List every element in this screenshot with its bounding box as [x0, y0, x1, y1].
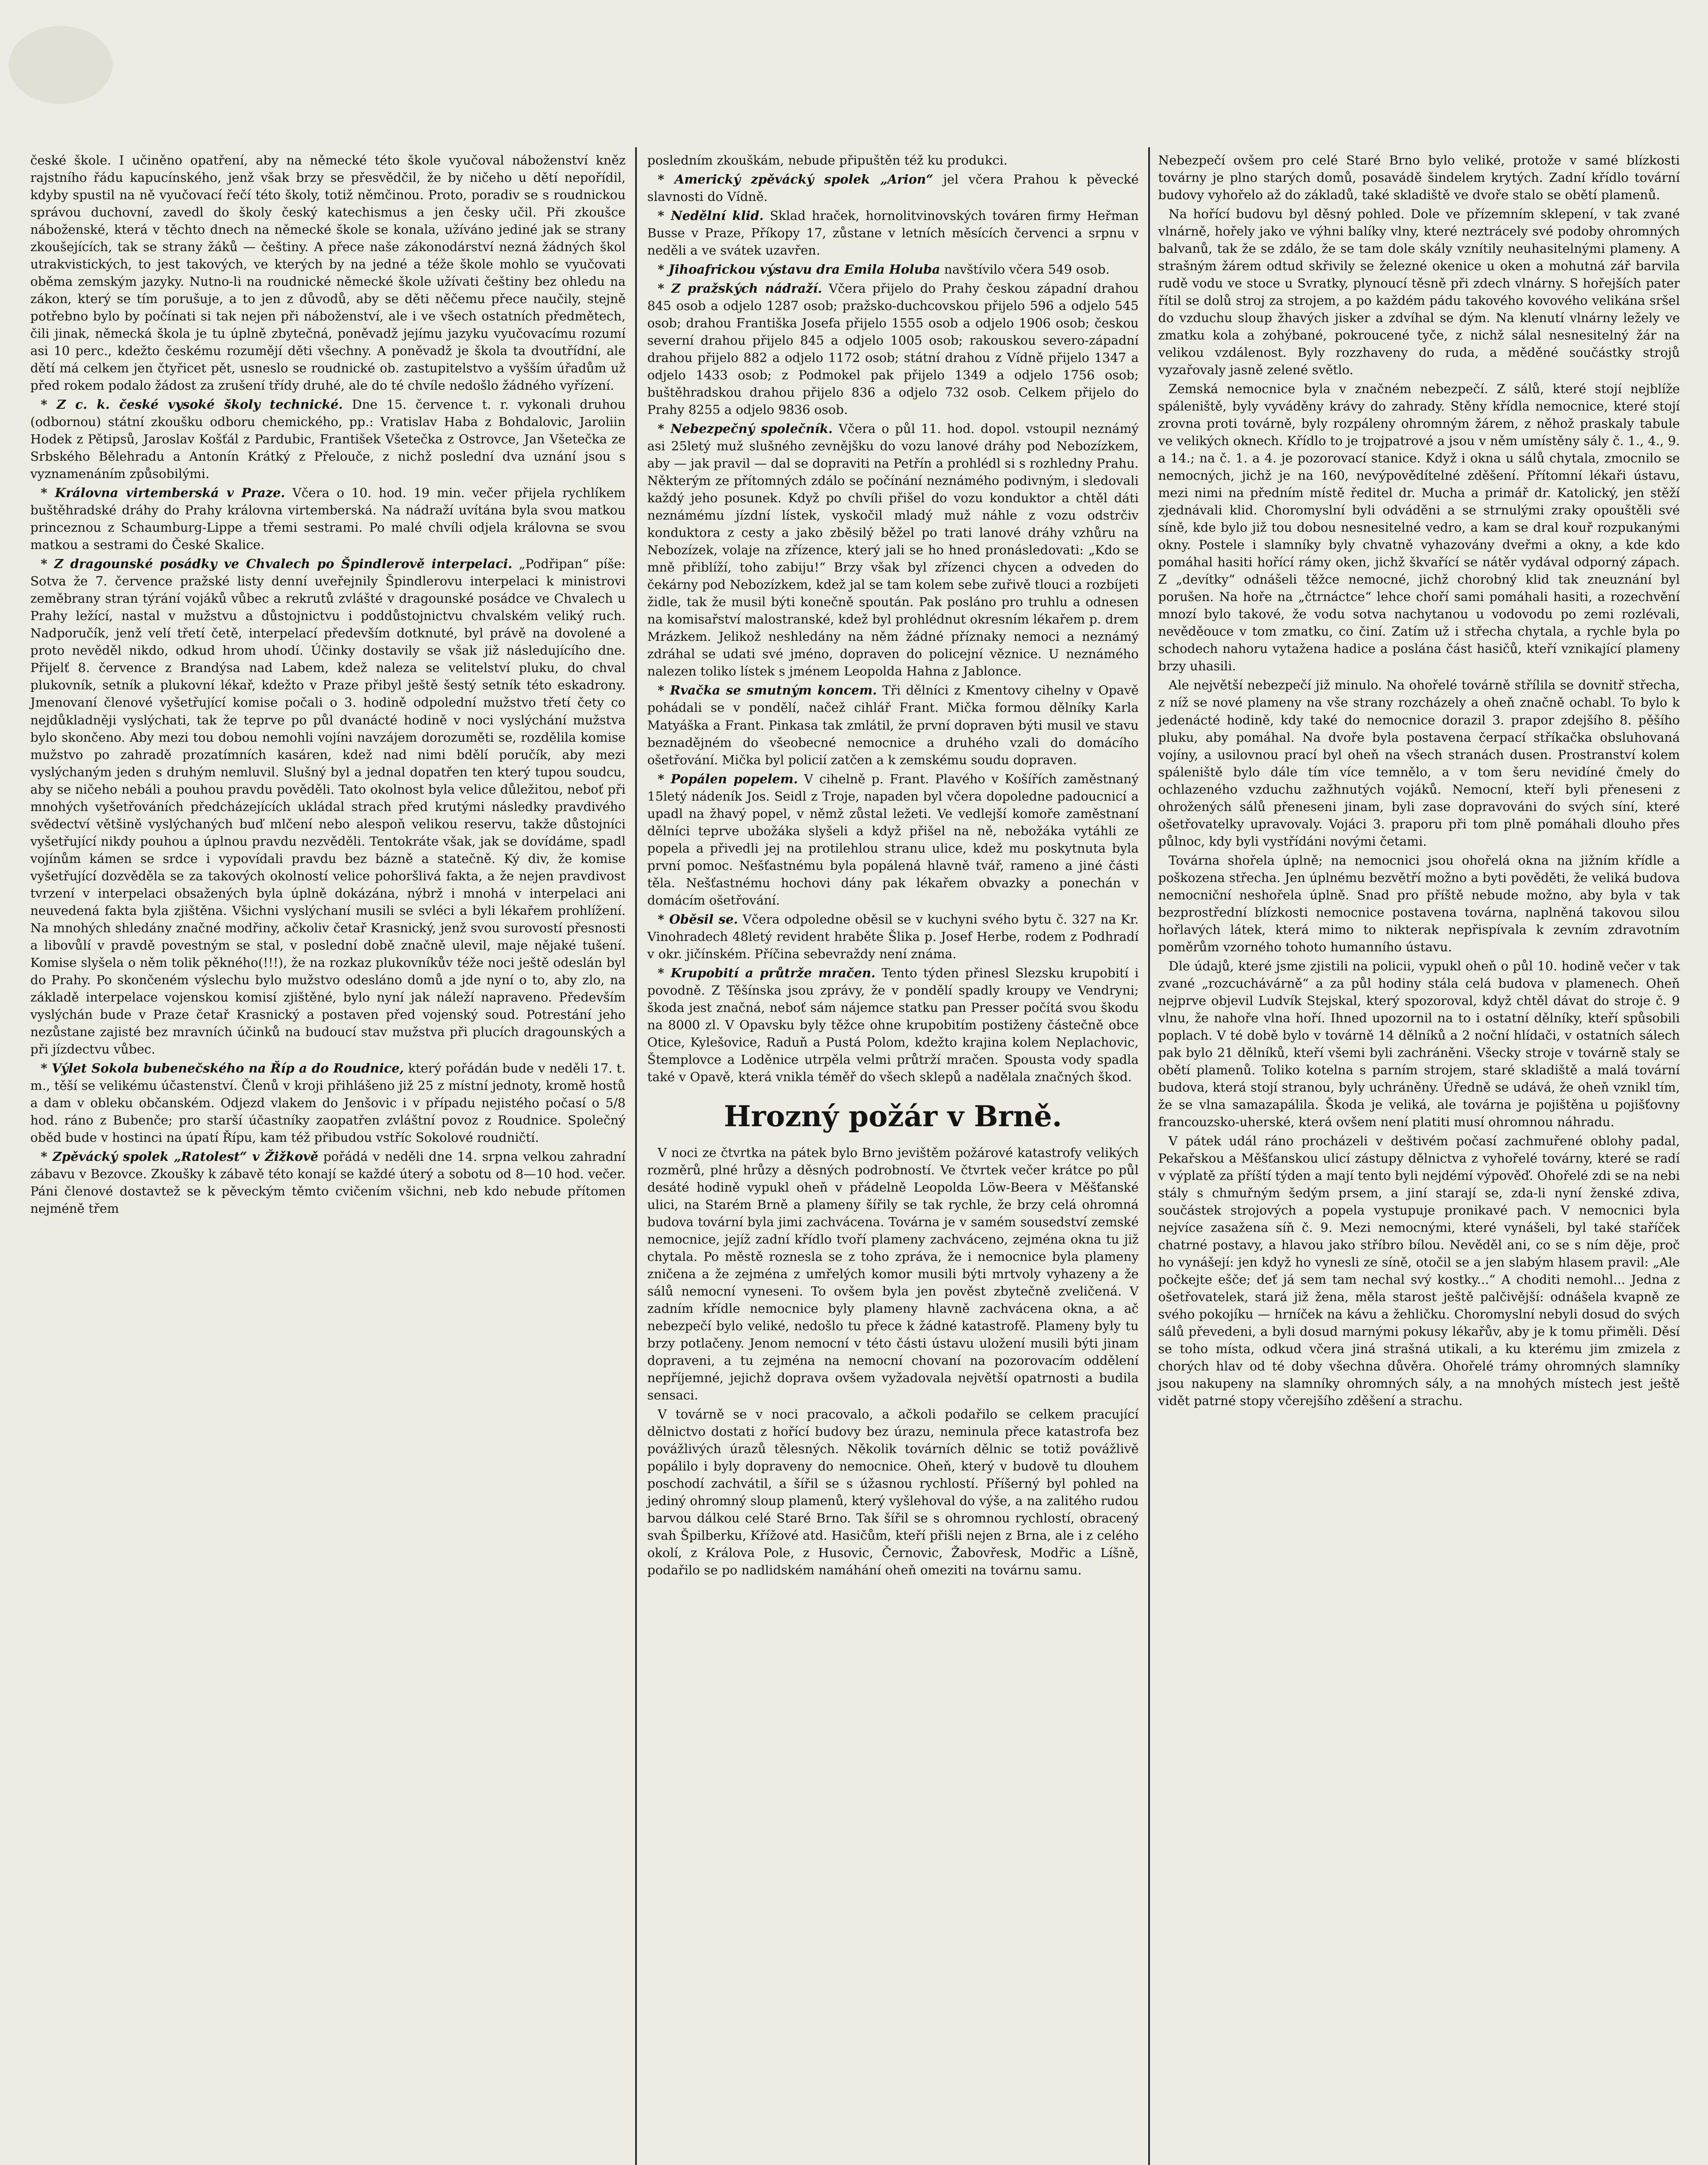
article-pozar-p5: Zemská nemocnice byla v značném nebezpečí. Z sálů, které stojí nejblíže spáleniště, byly vyváděny krávy do zahrady. Stěny křídla nemocnice, které stojí zrovna proti továrně, byly rozpáleny ohromným žárem, z něhož praskaly tabule ve velikých oknech. Křídlo to je trojpatrové a jsou v něm umístěny sály č. 1., 4., 9. a 14.; na č. 1. a 4. je pozorovací stanice. Když i okna u sálů chytala, zmocnilo se nemocných, jichž je na 160, nevýpovědítelné zděšení. Přítomní lékaři ústavu, mezi nimi na předním místě ředitel dr. Mucha a primář dr. Katolický, jen stěží zjednávali klid. Choromyslní byli odváděni a se strnulými zraky opouštěli své síně, kde bylo již tou dobou nesnesitelné vedro, a kam se dral kouř rozpukanými okny. Postele i slamníky byly chvatně vyhazovány dveřmi a okny, a kde kdo pomáhal hasiti hořící rámy oken, jichž škvařící se nátěr vydával odporný zápach. Z „devítky“ odnášeli těžce nemocné, jichž chorobný klid tak zneuznání byl porušen. Na hoře na „čtrnáctce“ lehce choří sami pomáhali hasiti, a rozechvění mnozí bylo takové, že vodu sotva nachytanou u vodovodu po zemi rozlévali, nevěděouce v tom zmatku, co činí. Zatím už i střecha chytala, a rychle byla po schodech nahoru vytažena hadice a poslána část hasičů, kteří vznikající plameny brzy uhasili. — [1158, 381, 1680, 674]
article-body: Včera o půl 11. hod. dopol. vstoupil neznámý asi 25letý muž slušného zevnějšku do vozu lanové dráhy pod Nebozízkem, aby — jak pravil — dal se dopraviti na Petřín a prohlédl si s rozhledny Prahu. Některým ze přítomných zdálo se počínání neznámého podivným, i sledovali každý jeho posunek. Když po chvíli přišel do vozu konduktor a chtěl dáti neznámému jízdní lístek, vyskočil mladý muž náhle z vozu odstrčiv konduktora z cesty a jako zběsilý běžel po trati lanové dráhy vzhůru na Nebozízek, volaje na zřízence, který jali se ho hned pronásledovati: „Kdo se mně přiblíží, toho zabiju!“ Brzy však byl zřízenci chycen a odveden do čekárny pod Nebozízkem, kdež jal se tam kolem sebe zuřivě tlouci a rozbíjeti židle, tak že musil býti konečně spoután. Pak posláno pro truhlu a odnesen na komisařství malostranské, kdež byl prohlédnut okresním lékařem p. drem Mrázkem. Jelikož neshledány na něm žádné příznaky nemoci a neznámý zdráhal se udati své jméno, dopraven do policejní věznice. U neznámého nalezen toliko lístek s jménem Leopolda Hahna z Jablonce. — [647, 421, 1139, 679]
article-rvacka — [647, 682, 1139, 768]
article-pozar-p9: V pátek udál ráno procházeli v deštivém počasí zachmuřené oblohy padal, Pekařskou a Měšťanskou ulicí zástupy dělnictva z vyhořelé továrny, které se radí v výplatě za příští týden a mají tento byli nejdémí výpověď. Ohořelé zdi se na nebi stály s chmuřným šedým prsem, a jiní starají se, zda-li nyní ženské zdiva, součástek strojových a popela vystupuje pronikavé pach. V nemocnici byla nejvíce zasažena síň č. 9. Mezi nemocnými, které vynášeli, byl také staříček chatrné postavy, a hlavou jako stříbro bílou. Nevěděl ani, co se s ním děje, proč ho vynášejí: jen když ho vynesli ze síně, otočil se a jen slabým hlasem pravil: „Ale počkejte ešče; deť já sem tam nechal svý kostky...“ A choditi nemohl... Jedna z ošetřovatelek, stará již žena, měla starost ještě palčivější: odnášela kvapně ze svého pokojíku — hrníček na kávu a žehličku. Choromyslní nebyli dosud do svých sálů převedeni, a byli dosud marnými pokusy lékařův, aby je k tomu přiměli. Děsí se toho místa, odkud včera jiná strašná utikali, a ku kterému jim zmizela z chorých hlav od té doby všechna důvěra. Ohořelé trámy ohromných slamníky jsou nakupeny na slamníky ohromných sály, a na mnohých místech jest ještě vidět patrné stopy včerejšího zděšení a strachu. — [1158, 1133, 1680, 1409]
column-middle — [647, 152, 1139, 1580]
article-title: * Jihoafrickou výstavu dra Emila Holuba — [658, 262, 940, 277]
article-body: Dne 15. července t. r. vykonali druhou (odbornou) státní zkoušku odboru chemického, pp.: Vratislav Haba z Bohdalovic, Jaroliin Hodek z Pětipsů, Jaroslav Košťál z Pardubic, František Všetečka z Ostrovce, Jan Všetečka ze Srbského Bělehradu a Antonín Krátký z Přelouče, z nichž poslední dva uznání jsou s vyznamenáním způsobilými. — [30, 397, 626, 481]
article-kralovna — [30, 484, 626, 553]
article-title: * Rvačka se smutným koncem. — [658, 683, 877, 698]
article-popalen — [647, 770, 1139, 909]
article-sokol-vylet — [30, 1060, 626, 1146]
column-right — [1158, 152, 1680, 1411]
article-body: který pořádán bude v neděli 17. t. m., těší se velikému účastenství. Členů v kroji přihlášeno již 25 z místní jednoty, kromě hostů a dam v obleku občanském. Odjezd vlakem do Jenšovic i v případu nejistého počasí o 5/8 hod. ráno z Bubenče; pro starší účastníky zaopatřen zvláštní povoz z Roudnice. Společný oběd bude v hostinci na úpatí Řípu, kam též přibudou vstříc Sokolové roudničtí. — [30, 1060, 626, 1145]
article-title: * Z pražských nádraží. — [658, 281, 822, 296]
column-rule-2 — [1148, 147, 1150, 2165]
article-body: V cihelně p. Frant. Plavého v Košířích zaměstnaný 15letý nádeník Jos. Seidl z Troje, napaden byl včera dopoledne padoucnicí a upadl na žhavý popel, v němž zůstal ležeti. Ve vedlejší komoře zaměstnaní dělníci teprve ubožáka slyšeli a když přišel na ně, nebožáka vytáhli ze popela a přivedli jej na protilehlou stranu ulice, kdež mu poskytnuta byla první pomoc. Nešťastnému byla popálená hlavně tvář, rameno a jiné části těla. Nešťastnému hochovi dány pak lékařem obvazky a ponechán v domácím ošetřování. — [647, 771, 1139, 908]
article-title: * Výlet Sokola bubenečského na Říp a do Roudnice, — [41, 1060, 404, 1076]
article-body: Včera přijelo do Prahy českou západní drahou 845 osob a odjelo 1287 osob; pražsko-duchcovskou přijelo 596 a odjelo 545 osob; drahou Františka Josefa přijelo 1555 osob a odjelo 1906 osob; českou severní drahou přijelo 845 a odjelo 1005 osob; rakouskou severo-západní drahou přijelo 882 a odjelo 1172 osob; státní drahou z Vídně přijelo 1347 a odjelo 1433 osob; z Podmokel pak přijelo 1349 a odjelo 1756 osob; buštěhradskou drahou přijelo 836 a odjelo 732 osob. Celkem přijelo do Prahy 8255 a odjelo 9836 osob. — [647, 281, 1139, 417]
article-body: Tento týden přinesl Slezsku krupobití i povodně. Z Těšínska jsou zprávy, že v pondělí spadly kroupy ve Vendryni; škoda jest značná, neboť sám nájemce statku pan Presser počítá svou škodu na 8000 zl. V Opavsku byly těžce ohne krupobitím postiženy částečně obce Otice, Kylešovice, Raduň a Pustá Polom, kdežto krajina kolem Neplachovic, Štemplovce a Loděnice utrpěla velmi průtrží mračen. Spousta vody spadla také v Opavě, která vnikla téměř do všech sklepů a nadělala značných škod. — [647, 965, 1139, 1084]
article-title: * Oběsil se. — [658, 911, 738, 927]
article-title: * Královna virtemberská v Praze. — [41, 485, 285, 501]
article-title: * Nebezpečný společník. — [658, 421, 833, 436]
article-continuation: posledním zkouškám, nebude připuštěn též ku produkci. — [647, 153, 1008, 168]
article-body: Včera odpoledne oběsil se v kuchyni svého bytu č. 327 na Kr. Vinohradech 48letý revident hraběte Šlika p. Josef Herbe, rodem z Podhradí v okr. jičínském. Příčina sebevraždy není známa. — [647, 911, 1139, 961]
article-ratolest — [30, 1148, 626, 1217]
paper-stain — [9, 26, 113, 104]
column-rule-1 — [635, 147, 637, 2165]
article-body: Tři dělníci z Kmentovy cihelny v Opavě pohádali se v pondělí, načež cihlář Frant. Mička formou dělníky Karla Matyáška a Frant. Pinkasa tak zmlátil, že první dopraven býti musil ve stavu beznadějném do všeobecné nemocnice a druhého vzali do domácího ošetřování. Mička byl policií zatčen a k zemskému soudu dopraven. — [647, 683, 1139, 767]
article-pozar-p2: V továrně se v noci pracovalo, a ačkoli podařilo se celkem pracující dělnictvo dostati z hořící budovy bez úrazu, neminula přece katastrofa bez povážlivých úrazů tělesných. Několik továrních dělnic se totiž povážlivě popálilo i byly dopraveny do nemocnice. Oheň, který v budově tu dlouhem poschodí zachvátil, a šířil se s úžasnou rychlostí. Příšerný byl pohled na jediný ohromný sloup plamenů, který vyšlehoval do výše, a na zalitého rudou barvou dálkou celé Staré Brno. Tak šířil se s ohromnou rychlostí, obracený svah Špilberku, Křížové atd. Hasičům, kteří přišli nejen z Brna, ale i z celého okolí, z Králova Pole, z Husovic, Černovic, Žabovřesk, Modřic a Líšně, podařilo se po nadlidském namáhání oheň omeziti na továrnu samu. — [647, 1407, 1139, 1578]
article-pozar-p1: V noci ze čtvrtka na pátek bylo Brno jevištěm požárové katastrofy velikých rozměrů, plné hrůzy a děsných podrobností. Ve čtvrtek večer krátce po půl desáté hodině vypukl oheň v přádelně Leopolda Löw-Beera v Měšťanské ulici, na Starém Brně a plameny šířily se tak rychle, že brzy celá ohromná budova tovární byla jimi zachvácena. Továrna je v samém sousedství zemské nemocnice, jejíž zadní křídlo tvoří plameny zachváceno, zejména okna tu již chytala. Po městě roznesla se z toho zpráva, že i nemocnice byla plameny zničena a že zejména z umřelých komor musili býti mrtvoly vyhazeny a že sálů nemocní vyneseni. To ovšem byla jen pověst zbytečně zveličená. V zadním křídle nemocnice byly plameny hlavně zachvácena okna, a ač nebezpečí bylo veliké, nedošlo tu přece k žádné katastrofě. Plameny byly tu brzy potlačeny. Jenom nemocní v této části ústavu uložení musili býti jinam dopraveni, a tu zejména na nemocní chovaní na pozorovacím oddělení nepříjemné, jejichž doprava ovšem vyžadovala největší opatrnosti a budila sensaci. — [647, 1145, 1139, 1403]
article-body: jel včera Prahou k pěvecké slavnosti do Vídně. — [647, 172, 1139, 204]
article-pozar-p6: Ale největší nebezpečí již minulo. Na ohořelé továrně střílila se dovnitř střecha, z níž se nové plameny na vše strany rozcházely a oheň značně ochabl. To bylo k jedenácté hodině, kdy také do nemocnice dorazil 3. prapor zdejšího 8. pěšího pluku, aby pomáhal. Na dvoře byla postavena čerpací stříkačka obsluhovaná vojíny, a usilovnou prací byl oheň na všech stranách dusen. Prostranství kolem spáleniště bylo dále tím více temnělo, a v tom šeru nevidíné čmely do ochlazeného vzduchu zažhnutých vojáků. Nemocní, kteří byli přeneseni z ohrožených sálů přeneseni jinam, byli zase dopravováni do svých síní, které ošetřovatelky upravovaly. Vojáci 3. praporu při tom plně pomáhali dlouho přes půlnoc, kdy byli vystřídáni novými četami. — [1158, 678, 1680, 849]
article-body: pořádá v neděli dne 14. srpna velkou zahradní zábavu v Bezovce. Zkoušky k zábavě této konají se každé úterý a sobotu od 8—10 hod. večer. Páni členové dostavtež se k pěveckým těmto cvičením všichni, neb kdo nebude přítomen nejméně třem — [30, 1149, 626, 1216]
article-pozar-p4: Na hořící budovu byl děsný pohled. Dole ve přízemním sklepení, v tak zvané vlnárně, hořely jako ve výhni balíky vlny, které neztrácely své podoby ohromných balvanů, tak že se zdálo, že se tam dole skály vznítily neuhasitelnými plameny. A strašným žárem odtud skřivily se železné okenice u oken a mohutná zář barvila rudě vodu ve stoce u Svratky, plynoucí těsně při zdech vlnárny. S hořejších pater řítil se dolů stroj za strojem, a po každém pádu takového kovového velikána sršel do vzduchu sloup žhavých jisker a zdvíhal se dým. Na klenutí vlnárny ležely ve zmatku kola a zohýbané, pokroucené tyče, z nichž sálal nesnesitelný žár na velikou vzdálenost. Byly rozzhaveny do ruda, a měděné součástky strojů vyzařovaly jasně zelené světlo. — [1158, 207, 1680, 378]
article-nedelni-klid — [647, 207, 1139, 259]
article-technika — [30, 396, 626, 482]
article-nadrazi — [647, 280, 1139, 418]
article-title: * Z c. k. české vysoké školy technické. — [41, 397, 343, 412]
article-title: * Americký zpěvácký spolek „Arion“ — [658, 172, 933, 187]
article-arion — [647, 171, 1139, 205]
article-holub — [647, 261, 1139, 278]
article-body: Sklad hraček, hornolitvinovských továren firmy Heřman Busse v Praze, Příkopy 17, zůstane v letních měsících červenci a srpnu v neděli a ve svátek uzavřen. — [647, 208, 1139, 258]
column-left — [30, 152, 626, 1219]
article-title: * Popálen popelem. — [658, 771, 798, 786]
article-obesil — [647, 911, 1139, 963]
article-krupobiti — [647, 964, 1139, 1086]
article-title: * Krupobití a průtrže mračen. — [658, 965, 876, 980]
article-body: navštívilo včera 549 osob. — [944, 262, 1110, 277]
article-title: * Nedělní klid. — [658, 208, 764, 223]
article-roudnice-school: české škole. I učiněno opatření, aby na německé této škole vyučoval náboženství kněz rajstního řádu kapucínského, jenž však brzy se přesvědčil, že by ničeho u dětí nepořídil, kdyby spustil na ně vyučovací řečí této školy, totiž němčinou. Proto, poradiv se s roudnickou správou duchovní, zavedl do školy český katechismus a jen česky učil. Při zkoušce náboženské, která v těchto dnech na německé škole se konala, užíváno jediné jak se strany zkoušejících, tak se strany žáků — češtiny. A přece naše zákonodárství nezná žádných škol utrakvistických, to jest takových, ve kterých by na jedné a téže škole mohlo se vyučovati oběma zemským jazyky. Nutno-li na roudnické německé škole užívati češtiny bez ohledu na zákon, který se tím porušuje, a to jen z důvodů, aby se děti něčemu přece naučily, stejně potřebno bylo by počínati si tak nejen při náboženství, ale i ve všech ostatních předmětech, čili jinak, německá škola je tu úplně zbytečná, poněvadž jejímu jazyku vyučovacímu rozumí asi 10 perc., kdežto českému rozumějí děti všechny. A poněvadž je škola ta dvoutřídní, ale dětí má celkem jen čtyřicet pět, usneslo se roudnické ob. zastupitelstvo a vyšším úřadům už před rokem podalo žádost za zrušení třídy druhé, ale do té chvíle nedošlo žádného vyřízení. — [30, 153, 626, 393]
article-body: „Podřipan“ píše: Sotva že 7. července pražské listy denní uveřejnily Špindlerovu interpelaci k ministrovi zeměbrany stran týrání vojáků vůbec a rekrutů zvlášté v dragounské posádce ve Chvalech u Prahy ležící, nastal v mužstvu a důstojnictvu i poddůstojnictvu chvalském veliký ruch. Nadporučík, jenž velí třetí četě, interpelací především dotknuté, byl právě na dovolené a proto nevěděl nikdo, odkud hrom uhodí. Účinky dostavily se však již následujícího dne. Přijelť 8. července z Brandýsa nad Labem, kdež naleza se velitelství pluku, do chval plukovník, setník a plukovní lékař, kdežto v Praze přibyl ještě šestý setník této eskadrony. Jmenovaní členové vyšetřující komise počali o 3. hodině odpolední mužstvo třetí čety co nejdůkladněji vyslýchati, tak že teprve po půl dvanácté hodině v noci vyslýchání mužstva bylo skončeno. Aby mezi tou dobou nemohli vojíni navzájem dorozuměti se, rozdělila komise mužstvo po zahradě prozatímních kasáren, kdež nad nimi bdělí poručík, aby mezi vyslýchaným jeden s druhým nemluvil. Slušný byl a jednal dopatřen ten který tupou soudcu, aby se ničeho nebáli a pouhou pravdu pověděli. Tato okolnost byla velice důležitou, neboť při mnohých vyšetřováních předcházejících ukládal strach před krutými následky pravdivého svědectví většině vyslýchaných buď mlčení nebo alespoň velikou reservu, takže důstojníci vyšetřující nikdy pouhou a úplnou pravdu nezvěděli. Tentokráte však, jak se dovídáme, spadl vojínům kámen se srdce i vypovídali pravdu bez bázně a statečně. Ký div, že komise vyšetřující dozvěděla se za takových okolností velice pohoršlivá fakta, a že nejen pravdivost tvrzení v interpelaci obsažených byla úplně dokázána, nýbrž i mnohá v interpelaci ani neuvedená fakta byla zjištěna. Všichni vyslýchaní musili se svléci a byli lékařem prohlížení. Na mnohých shledány značné modřiny, ačkoliv četař Krasnický, jenž svou surovostí přesnosti a libovůlí v pravdě povestným se stal, v poslední době značně ulevil, maje nějaké tušení. Komise slyšela o něm tolik pěkného(!!!), že na rozkaz plukovníkův téže noci ještě odeslán byl do Prahy. Po skončeném výslechu bylo mužstvo odesláno domů a jde nyní o to, aby zlo, na základě interpelace vojenskou komisí zjištěné, bylo nyní jak náleží napraveno. Především vyslýchán bude v Praze četař Krasnický a postaven před vojenský soud. Potrestání jeho nezůstane zajisté bez mravních účinků na budoucí stav mužstva při plucích dragounských a při jízdectvu vůbec. — [30, 556, 626, 1057]
article-title: * Z dragounské posádky ve Chvalech po Špindlerově interpelaci. — [41, 556, 513, 572]
article-dragouni — [30, 555, 626, 1057]
article-title: * Zpěvácký spolek „Ratolest“ v Žižkově — [41, 1149, 319, 1164]
article-pozar-p8: Dle údajů, které jsme zjistili na policii, vypukl oheň o půl 10. hodině večer v tak zvané „rozcuchávárně“ a za půl hodiny stála celá budova v plamenech. Oheň nejprve objevil Ludvík Stejskal, který spozoroval, když chtěl dávat do stroje č. 9 vlnu, že nahoře vlna hoří. Ihned upozornil na to i ostatní dělníky, kteří spůsobili poplach. V té době bylo v továrně 14 dělníků a 2 noční hlídači, v ostatních sálech pak bylo 21 dělníků, kteří všemi byli zachráněni. Všecky stroje v továrně staly se obětí plamenů. Toliko kotelna s parním strojem, staré skladiště a malá tovární budova, která stojí stranou, byly uchráněny. Úředně se udává, že oheň vznikl tím, že se vlna samazapálila. Škoda je veliká, ale továrna je pojištěna u pojišťovny francouzsko-uherské, která ovšem není platiti musí ohromnou náhradu. — [1158, 958, 1680, 1129]
article-pozar-p7: Továrna shořela úplně; na nemocnici jsou ohořelá okna na jižním křídle a poškozena střecha. Jen úplnému bezvětří možno a byti pověděti, že veliká budova nemocniční neshořela úplně. Snad pro příště nebude možno, aby byla v tak bezprostřední blízkosti nemocnice postavena továrna, naplněná takovou silou hořlavých látek, která mimo to nikterak nepřispívala k zevním zdravotním poměrům vzorného tohoto humanního ústavu. — [1158, 853, 1680, 954]
article-body: Včera o 10. hod. 19 min. večer přijela rychlíkem buštěhradské dráhy do Prahy královna virtemberská. Na nádraží uvítána byla svou matkou princeznou z Schaumburg-Lippe a třemi sestrami. Po malé chvíli odjela královna se svou matkou a sestrami do České Skalice. — [30, 485, 626, 553]
article-pozar-p3: Nebezpečí ovšem pro celé Staré Brno bylo veliké, protože v samé blízkosti továrny je plno starých domů, posavádě šindelem krytých. Zadní křídlo tovární budovy vyhořelo až do základů, také skladiště ve dvoře stalo se obětí plamenů. — [1158, 153, 1680, 203]
headline-pozar-brno: Hrozný požár v Brně. — [724, 1099, 1062, 1133]
article-spolecnik — [647, 420, 1139, 680]
